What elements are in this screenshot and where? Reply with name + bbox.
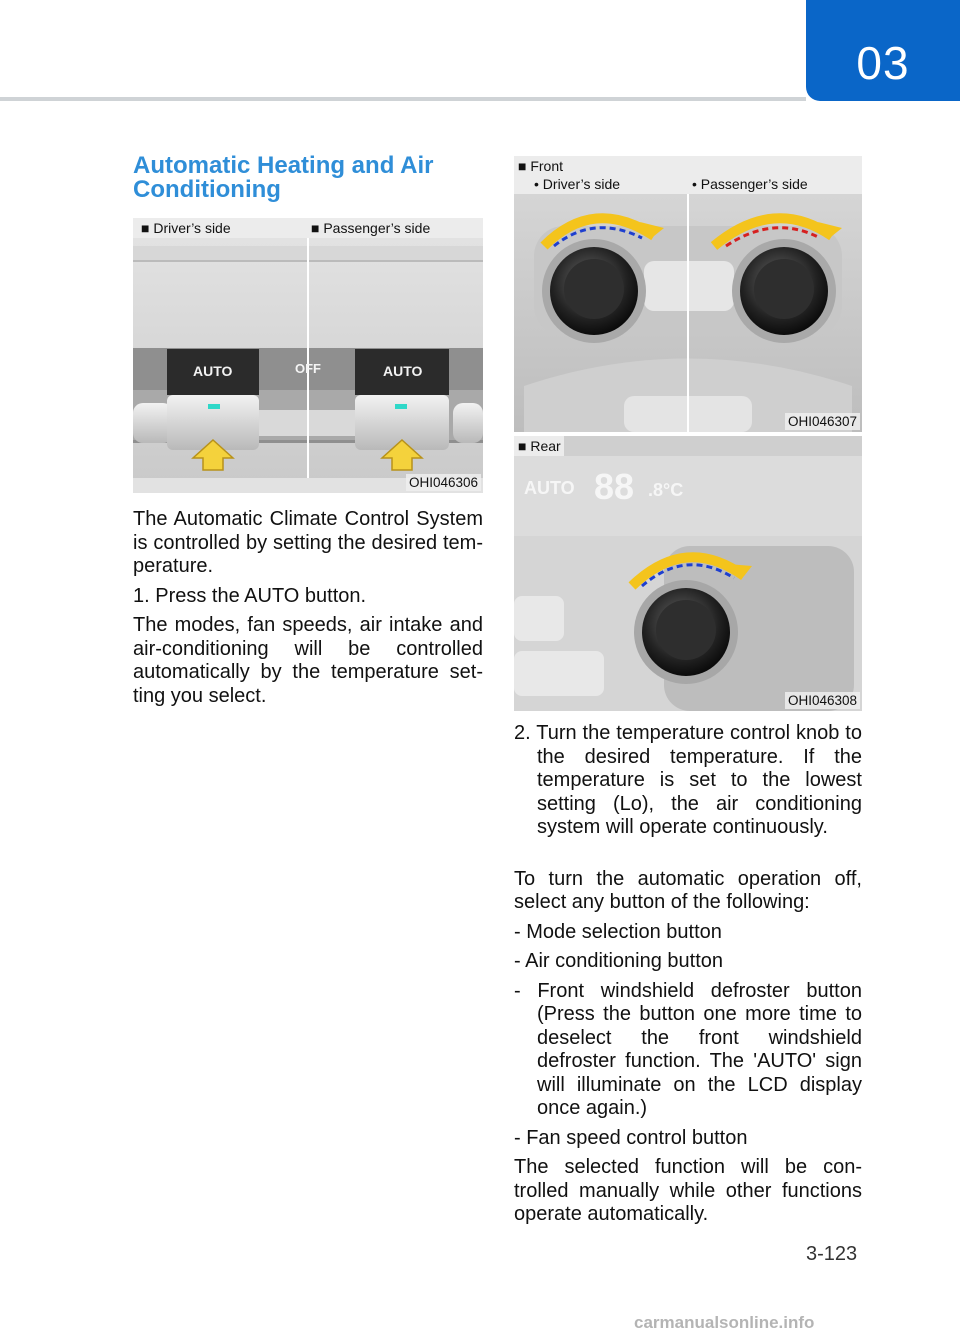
chapter-tab <box>806 0 960 101</box>
figure-front-knobs <box>514 156 862 432</box>
display-unit: .8°C <box>648 480 684 500</box>
fig2-label-passenger: • Passenger’s side <box>692 176 808 192</box>
display-digits: 88 <box>594 466 635 507</box>
panel-auto-right: AUTO <box>383 363 423 379</box>
page-number: 3-123 <box>806 1243 858 1265</box>
closing-paragraph: The selected function will be con-trolled manually while other functions operate automatically. <box>514 1156 862 1225</box>
header-rule <box>0 97 806 101</box>
fig1-code: OHI046306 <box>406 474 481 491</box>
off-item-fan: - Fan speed control button <box>514 1126 748 1149</box>
off-item-mode: - Mode selection button <box>514 920 722 943</box>
off-intro: To turn the automatic operation off, select any button of the following: <box>514 867 862 913</box>
fig2-heading: ■ Front <box>518 158 564 174</box>
fig3-code: OHI046308 <box>785 692 860 709</box>
fig1-label-driver: ■ Driver’s side <box>141 220 231 236</box>
watermark: carmanualsonline.info <box>634 1313 815 1332</box>
fig2-code: OHI046307 <box>785 413 860 430</box>
front-knobs-illustration <box>514 156 862 432</box>
off-item-ac: - Air conditioning button <box>514 950 724 972</box>
step-1-detail: The modes, fan speeds, air intake and air-conditioning will be controlled automatically by the temperature set-ting you select. <box>133 614 483 707</box>
step-1: 1. Press the AUTO button. <box>133 584 367 607</box>
right-column-text <box>514 722 862 1233</box>
fig1-label-passenger: ■ Passenger’s side <box>311 220 431 236</box>
display-auto: AUTO <box>524 478 575 498</box>
section-title: Automatic Heating and Air Conditioning <box>133 152 434 203</box>
step-2: 2. Turn the temperature control knob to the desired temperature. If the temperature is set to the lowest setting (Lo), the air conditioning system will operate continuously. <box>514 722 862 838</box>
intro-paragraph: The Automatic Climate Control System is controlled by setting the desired tem-perature. <box>133 508 483 577</box>
chapter-number: 03 <box>856 37 910 89</box>
fig3-heading: ■ Rear <box>518 438 561 454</box>
left-column-text <box>133 508 483 714</box>
panel-auto-left: AUTO <box>193 363 233 379</box>
auto-buttons-illustration <box>133 218 483 493</box>
off-item-defroster: - Front windshield defroster button (Press the button one more time to deselect the front windshield defroster function. The 'AUTO' sign will illuminate on the LCD display once again.) <box>514 979 862 1119</box>
panel-off: OFF <box>295 361 321 376</box>
fig2-label-driver: • Driver’s side <box>534 176 621 192</box>
figure-rear-knob <box>514 436 862 711</box>
figure-auto-buttons <box>133 218 483 493</box>
